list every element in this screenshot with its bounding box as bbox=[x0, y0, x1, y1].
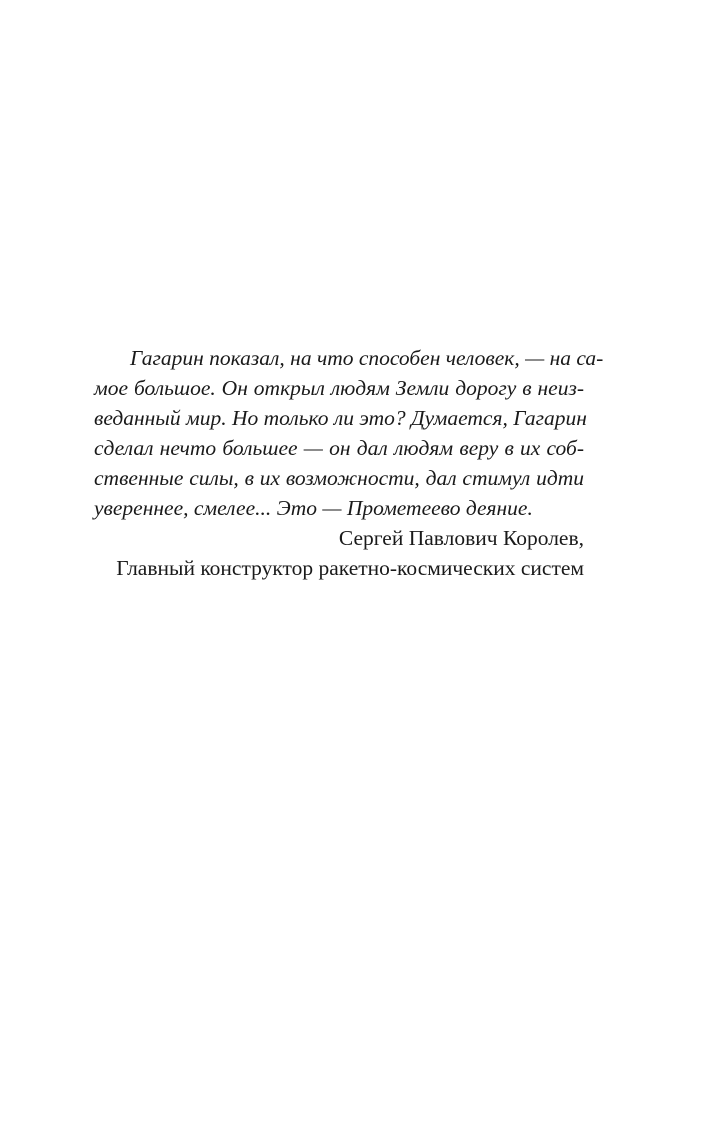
quote-line-6: увереннее, смелее... Это — Прометеево деяние. bbox=[94, 496, 533, 520]
quote-line-1: Гагарин показал, на что способен человек, — на са- bbox=[130, 346, 604, 370]
quote-line-4: сделал нечто большее — он дал людям веру в их соб- bbox=[94, 436, 584, 460]
epigraph bbox=[94, 343, 604, 583]
attribution-author: Сергей Павлович Королев, bbox=[338, 526, 584, 550]
epigraph-quote bbox=[94, 343, 604, 523]
attribution-author-title: Главный конструктор ракетно-космических систем bbox=[116, 556, 584, 580]
epigraph-attribution bbox=[94, 523, 584, 583]
quote-line-3: веданный мир. Но только ли это? Думается, Гагарин bbox=[94, 406, 587, 430]
quote-line-5: ственные силы, в их возможности, дал стимул идти bbox=[94, 466, 584, 490]
quote-line-2: мое большое. Он открыл людям Земли дорогу в неиз- bbox=[94, 376, 584, 400]
